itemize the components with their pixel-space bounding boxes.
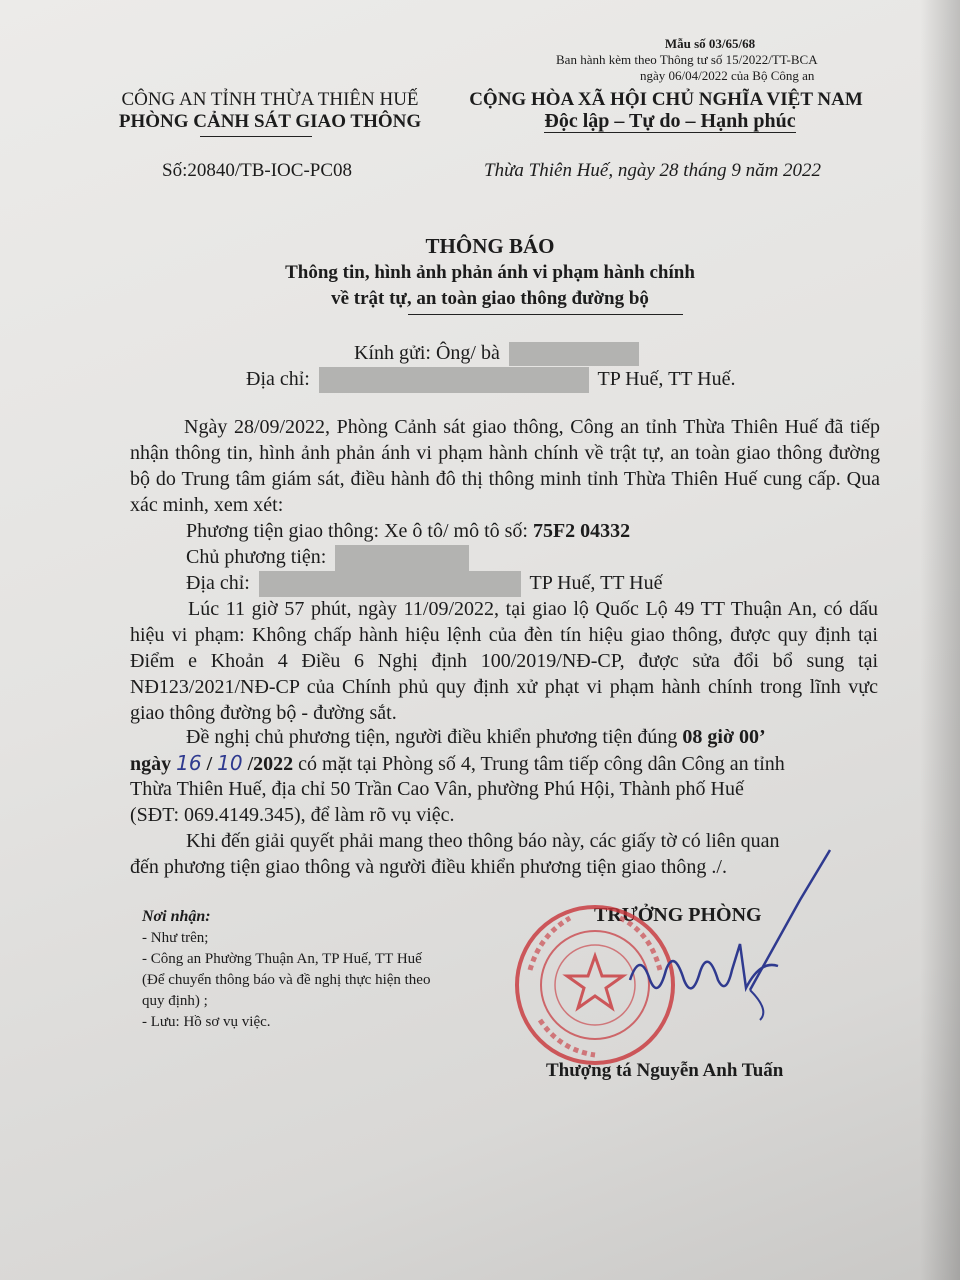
notice-subtitle-2: về trật tự, an toàn giao thông đường bộ	[331, 288, 649, 309]
agency-name: CÔNG AN TỈNH THỪA THIÊN HUẾ	[121, 89, 419, 110]
recipient-address-line	[246, 366, 735, 393]
redacted-recipient-address	[319, 367, 589, 393]
recipient-item: - Lưu: Hồ sơ vụ việc.	[142, 1014, 271, 1030]
form-number: Mẫu số 03/65/68	[664, 36, 756, 51]
vehicle-number: 75F2 04332	[532, 520, 631, 542]
paragraph-closing-line2: đến phương tiện giao thông và người điều khiển phương tiện giao thông ./.	[130, 856, 727, 878]
day-label: ngày	[130, 753, 172, 775]
recipient-address-suffix: TP Huế, TT Huế.	[597, 368, 736, 390]
owner-line	[186, 544, 469, 571]
form-issued-date: ngày 06/04/2022 của Bộ Công an	[640, 68, 815, 83]
recipient-item: - Công an Phường Thuận An, TP Huế, TT Huế	[142, 951, 422, 967]
signer-position: TRƯỞNG PHÒNG	[594, 904, 762, 926]
paragraph-closing-line1: Khi đến giải quyết phải mang theo thông báo này, các giấy tờ có liên quan	[186, 830, 780, 852]
date-separator: /	[206, 753, 213, 775]
redacted-owner-address	[259, 571, 521, 597]
agency-underline	[200, 136, 312, 137]
nation-motto: Độc lập – Tự do – Hạnh phúc	[544, 110, 796, 132]
paragraph-request-line1	[186, 724, 886, 750]
appointment-place: có mặt tại Phòng số 4, Trung tâm tiếp công dân Công an tỉnh	[298, 753, 785, 775]
paragraph-request-line4: (SĐT: 069.4149.345), để làm rõ vụ việc.	[130, 804, 455, 826]
owner-address-label: Địa chỉ:	[186, 572, 250, 594]
paragraph-request-line2	[130, 750, 880, 777]
redacted-recipient-name	[509, 342, 639, 366]
handwritten-signature-icon	[600, 840, 880, 1040]
owner-address-line	[186, 570, 662, 597]
owner-address-suffix: TP Huế, TT Huế	[529, 572, 663, 594]
appointment-time: 08 giờ 00’	[682, 726, 766, 748]
signer-name: Thượng tá Nguyễn Anh Tuấn	[546, 1060, 784, 1081]
appointment-year: /2022	[247, 753, 294, 775]
paragraph-request-line3: Thừa Thiên Huế, địa chỉ 50 Trần Cao Vân, phường Phú Hội, Thành phố Huế	[130, 778, 744, 800]
request-text: Đề nghị chủ phương tiện, người điều khiển phương tiện đúng	[186, 726, 678, 748]
handwritten-month: 10	[217, 751, 243, 775]
recipient-line	[354, 340, 639, 366]
document-number: Số:20840/TB-IOC-PC08	[162, 160, 353, 181]
redacted-owner-name	[335, 545, 469, 571]
title-underline	[408, 314, 683, 315]
recipients-list	[142, 928, 430, 1033]
form-issued-with: Ban hành kèm theo Thông tư số 15/2022/TT-BCA	[556, 52, 818, 67]
vehicle-line	[186, 518, 630, 544]
place-date: Thừa Thiên Huế, ngày 28 tháng 9 năm 2022	[484, 160, 822, 181]
paragraph-receipt: Ngày 28/09/2022, Phòng Cảnh sát giao thông, Công an tỉnh Thừa Thiên Huế đã tiếp nhận thông tin, hình ảnh phản ánh vi phạm hành chính về trật tự, an toàn giao thông đường bộ do Trung tâm giám sát, điều hành đô thị thông minh tỉnh Thừa Thiên Huế cung cấp. Qua xác minh, xem xét:	[130, 416, 880, 516]
vehicle-label: Phương tiện giao thông: Xe ô tô/ mô tô số:	[186, 520, 528, 542]
notice-subtitle-1: Thông tin, hình ảnh phản ánh vi phạm hành chính	[285, 262, 695, 283]
nation-title: CỘNG HÒA XÃ HỘI CHỦ NGHĨA VIỆT NAM	[469, 89, 863, 110]
notice-title: THÔNG BÁO	[425, 234, 555, 258]
owner-label: Chủ phương tiện:	[186, 546, 327, 568]
recipients-title: Nơi nhận:	[142, 908, 211, 925]
handwritten-day: 16	[176, 751, 202, 775]
recipient-address-label: Địa chỉ:	[246, 368, 310, 390]
paragraph-violation: Lúc 11 giờ 57 phút, ngày 11/09/2022, tại giao lộ Quốc Lộ 49 TT Thuận An, có dấu hiệu vi phạm: Không chấp hành hiệu lệnh của đèn tín hiệu giao thông, được quy định tại Điểm e Khoản 4 Điều 6 Nghị định 100/2019/NĐ-CP, được sửa đổi bổ sung tại NĐ123/2021/NĐ-CP của Chính phủ quy định xử phạt vi phạm hành chính trong lĩnh vực giao thông đường bộ - đường sắt.	[130, 598, 878, 724]
recipient-item: quy định) ;	[142, 993, 208, 1009]
recipient-item: - Như trên;	[142, 930, 209, 946]
recipient-item: (Để chuyển thông báo và đề nghị thực hiện theo	[142, 972, 431, 988]
recipient-label: Kính gửi: Ông/ bà	[354, 342, 500, 364]
agency-department: PHÒNG CẢNH SÁT GIAO THÔNG	[118, 111, 422, 132]
